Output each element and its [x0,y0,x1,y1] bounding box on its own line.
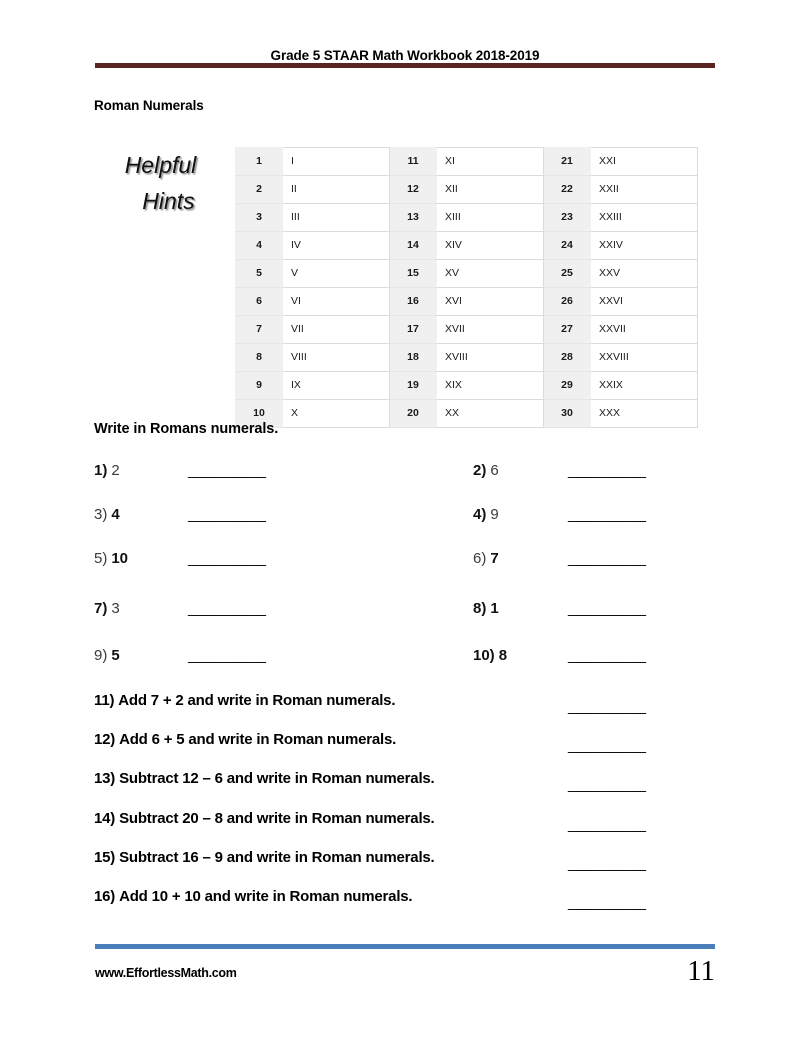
word-problem-item [94,770,435,787]
cell-arabic-number: 1 [236,148,283,176]
exercise-item [473,647,507,664]
page-header-title: Grade 5 STAAR Math Workbook 2018-2019 [270,48,540,63]
cell-roman-numeral: I [283,148,390,176]
cell-roman-numeral: XXIV [591,232,698,260]
exercise-number: 2) [473,462,487,479]
table-row [236,344,698,372]
cell-arabic-number: 18 [390,344,437,372]
cell-roman-numeral: XII [437,176,544,204]
cell-roman-numeral: XVI [437,288,544,316]
cell-arabic-number: 2 [236,176,283,204]
cell-arabic-number: 13 [390,204,437,232]
exercise-number: 9) [94,647,108,664]
cell-roman-numeral: II [283,176,390,204]
cell-arabic-number: 14 [390,232,437,260]
exercise-instruction: Write in Romans numerals. [94,421,279,437]
cell-roman-numeral: VIII [283,344,390,372]
exercise-item [94,647,120,664]
exercise-value: 1 [490,600,499,617]
word-problem-item [94,810,435,827]
exercise-item [94,462,120,479]
cell-arabic-number: 26 [544,288,591,316]
word-problem-text: Subtract 12 – 6 and write in Roman numerals. [119,770,435,787]
exercise-number: 8) [473,600,487,617]
answer-blank[interactable]: __________ [568,506,646,523]
word-problem-item [94,692,395,709]
cell-roman-numeral: XXI [591,148,698,176]
exercise-item [473,550,499,567]
cell-arabic-number: 9 [236,372,283,400]
cell-arabic-number: 23 [544,204,591,232]
word-problem-number: 16) [94,888,116,905]
cell-arabic-number: 10 [236,400,283,428]
cell-roman-numeral: XXVII [591,316,698,344]
exercise-value: 3 [111,600,120,617]
cell-roman-numeral: IV [283,232,390,260]
exercise-number: 10) [473,647,495,664]
exercise-number: 1) [94,462,108,479]
exercise-number: 3) [94,506,108,523]
word-problem-text: Subtract 20 – 8 and write in Roman numerals. [119,810,435,827]
roman-numeral-reference-table [235,147,698,428]
cell-arabic-number: 20 [390,400,437,428]
cell-roman-numeral: XIX [437,372,544,400]
table-row [236,260,698,288]
hints-line-2: Hints [142,187,195,214]
cell-arabic-number: 22 [544,176,591,204]
exercise-number: 4) [473,506,487,523]
cell-arabic-number: 8 [236,344,283,372]
answer-blank[interactable]: __________ [188,647,266,664]
exercise-item [94,506,120,523]
cell-arabic-number: 19 [390,372,437,400]
cell-roman-numeral: XXVIII [591,344,698,372]
cell-arabic-number: 25 [544,260,591,288]
answer-blank[interactable]: __________ [568,894,646,911]
cell-arabic-number: 27 [544,316,591,344]
table-row [236,372,698,400]
cell-roman-numeral: XIV [437,232,544,260]
cell-arabic-number: 30 [544,400,591,428]
answer-blank[interactable]: __________ [568,600,646,617]
exercise-value: 6 [490,462,499,479]
answer-blank[interactable]: __________ [188,550,266,567]
table-row [236,400,698,428]
table-row [236,232,698,260]
word-problem-text: Subtract 16 – 9 and write in Roman numerals. [119,849,435,866]
cell-roman-numeral: XVIII [437,344,544,372]
cell-roman-numeral: V [283,260,390,288]
cell-roman-numeral: XI [437,148,544,176]
cell-arabic-number: 17 [390,316,437,344]
exercise-number: 5) [94,550,108,567]
exercise-item [473,600,499,617]
word-problem-item [94,731,396,748]
answer-blank[interactable]: __________ [188,506,266,523]
answer-blank[interactable]: __________ [188,462,266,479]
word-problem-item [94,849,435,866]
word-problem-item [94,888,412,905]
table-row [236,288,698,316]
answer-blank[interactable]: __________ [568,647,646,664]
cell-roman-numeral: XVII [437,316,544,344]
table-row [236,148,698,176]
helpful-hints-label [98,148,223,219]
cell-arabic-number: 12 [390,176,437,204]
answer-blank[interactable]: __________ [568,816,646,833]
cell-roman-numeral: XXII [591,176,698,204]
word-problem-number: 15) [94,849,116,866]
cell-roman-numeral: XX [437,400,544,428]
cell-roman-numeral: VI [283,288,390,316]
exercise-value: 4 [111,506,120,523]
answer-blank[interactable]: __________ [568,855,646,872]
cell-arabic-number: 11 [390,148,437,176]
cell-roman-numeral: IX [283,372,390,400]
section-heading: Roman Numerals [94,98,204,113]
table-row [236,316,698,344]
answer-blank[interactable]: __________ [568,698,646,715]
header-divider-rule [95,63,715,68]
cell-roman-numeral: XV [437,260,544,288]
exercise-item [473,462,499,479]
cell-arabic-number: 28 [544,344,591,372]
cell-roman-numeral: X [283,400,390,428]
cell-roman-numeral: VII [283,316,390,344]
exercise-value: 2 [111,462,120,479]
exercise-item [94,550,128,567]
table-row [236,176,698,204]
word-problem-number: 12) [94,731,116,748]
cell-roman-numeral: XIII [437,204,544,232]
cell-arabic-number: 29 [544,372,591,400]
answer-blank[interactable]: __________ [568,776,646,793]
cell-roman-numeral: XXX [591,400,698,428]
word-problem-number: 13) [94,770,116,787]
exercise-value: 8 [498,647,508,664]
cell-roman-numeral: XXIII [591,204,698,232]
cell-arabic-number: 5 [236,260,283,288]
word-problem-text: Add 6 + 5 and write in Roman numerals. [119,731,397,748]
word-problem-text: Add 7 + 2 and write in Roman numerals. [118,692,396,709]
cell-arabic-number: 3 [236,204,283,232]
answer-blank[interactable]: __________ [568,550,646,567]
answer-blank[interactable]: __________ [568,462,646,479]
table-row [236,204,698,232]
cell-arabic-number: 16 [390,288,437,316]
exercise-number: 6) [473,550,487,567]
cell-roman-numeral: III [283,204,390,232]
word-problem-text: Add 10 + 10 and write in Roman numerals. [119,888,413,905]
exercise-item [94,600,120,617]
exercise-value: 10 [111,550,129,567]
cell-arabic-number: 6 [236,288,283,316]
exercise-number: 7) [94,600,108,617]
cell-roman-numeral: XXVI [591,288,698,316]
exercise-value: 5 [111,647,120,664]
answer-blank[interactable]: __________ [188,600,266,617]
word-problem-number: 14) [94,810,116,827]
exercise-item [473,506,499,523]
page-number: 11 [687,955,715,987]
exercise-value: 9 [490,506,499,523]
footer-divider-rule [95,944,715,949]
hints-line-1: Helpful [124,152,197,178]
cell-arabic-number: 7 [236,316,283,344]
cell-roman-numeral: XXV [591,260,698,288]
footer-website-url: www.EffortlessMath.com [95,966,237,980]
word-problem-number: 11) [94,692,115,709]
cell-arabic-number: 4 [236,232,283,260]
cell-arabic-number: 24 [544,232,591,260]
cell-roman-numeral: XXIX [591,372,698,400]
cell-arabic-number: 15 [390,260,437,288]
answer-blank[interactable]: __________ [568,737,646,754]
cell-arabic-number: 21 [544,148,591,176]
exercise-value: 7 [490,550,499,567]
